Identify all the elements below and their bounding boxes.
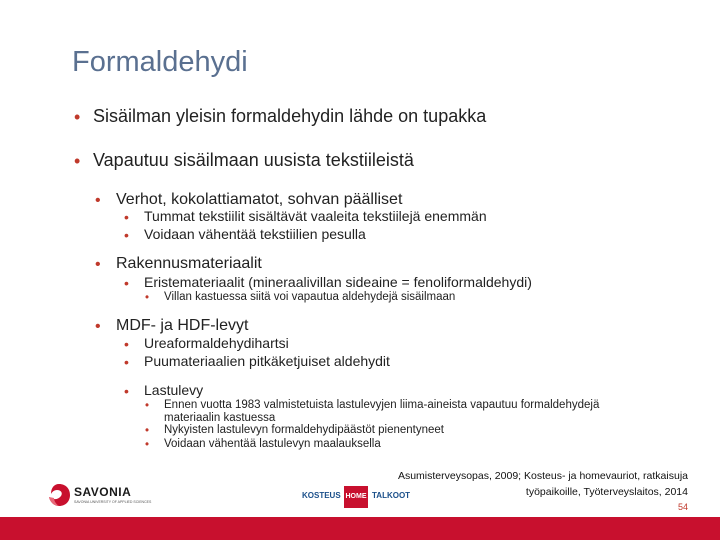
bullet-dot: • <box>95 318 101 335</box>
bullet-dot: • <box>145 292 150 304</box>
citation-line: Asumisterveysopas, 2009; Kosteus- ja homevauriot, ratkaisuja <box>397 470 688 482</box>
footer-bar <box>0 517 720 540</box>
bullet-text-continued: materiaalin kastuessa <box>164 412 276 424</box>
bullet-dot: • <box>95 256 101 273</box>
bullet-dot: • <box>124 275 129 291</box>
bullet-dot: • <box>74 107 81 127</box>
bullet-text: MDF- ja HDF-levyt <box>116 317 249 334</box>
bullet-dot: • <box>95 192 101 209</box>
bullet-dot: • <box>124 383 129 399</box>
bullet-dot: • <box>124 227 129 243</box>
slide-title: Formaldehydi <box>72 46 248 78</box>
savonia-subtext: SAVONIA UNIVERSITY OF APPLIED SCIENCES <box>74 500 152 504</box>
bullet-text: Voidaan vähentää lastulevyn maalauksella <box>164 438 381 450</box>
kosteus-logo-right: TALKOOT <box>372 491 411 500</box>
bullet-text: Verhot, kokolattiamatot, sohvan päälliset <box>116 191 403 208</box>
bullet-dot: • <box>124 209 129 225</box>
bullet-text: Tummat tekstiilit sisältävät vaaleita tekstiilejä enemmän <box>144 208 487 224</box>
bullet-text: Rakennusmateriaalit <box>116 255 262 272</box>
bullet-text: Ureaformaldehydihartsi <box>144 335 289 351</box>
bullet-dot: • <box>124 336 129 352</box>
bullet-dot: • <box>124 354 129 370</box>
bullet-text: Ennen vuotta 1983 valmistetuista lastulevyjen liima-aineista vapautuu formaldehydejä <box>164 399 600 411</box>
bullet-text: Nykyisten lastulevyn formaldehydipäästöt pienentyneet <box>164 424 444 436</box>
bullet-dot: • <box>74 151 81 171</box>
bullet-text: Villan kastuessa siitä voi vapautua aldehydejä sisäilmaan <box>164 291 456 303</box>
bullet-text: Voidaan vähentää tekstiilien pesulla <box>144 226 366 242</box>
bullet-text: Sisäilman yleisin formaldehydin lähde on tupakka <box>93 106 487 126</box>
bullet-text: Eristemateriaalit (mineraalivillan sideaine = fenoliformaldehydi) <box>144 274 532 290</box>
page-number: 54 <box>677 502 688 512</box>
bullet-dot: • <box>145 439 150 451</box>
savonia-wordmark: SAVONIA <box>74 485 132 499</box>
citation <box>398 468 688 500</box>
savonia-logo <box>46 478 176 518</box>
citation-line: työpaikoille, Työterveyslaitos, 2014 <box>525 486 688 498</box>
kosteus-hometalkoot-logo <box>302 485 411 511</box>
bullet-text: Puumateriaalien pitkäketjuiset aldehydit <box>144 353 390 369</box>
bullet-dot: • <box>145 425 150 437</box>
bullet-dot: • <box>145 400 150 412</box>
bullet-text: Lastulevy <box>144 382 204 398</box>
kosteus-logo-mid: HOME <box>344 486 368 508</box>
savonia-logo-icon <box>46 482 72 508</box>
bullet-text: Vapautuu sisäilmaan uusista tekstiileistä <box>93 150 414 170</box>
kosteus-logo-left: KOSTEUS <box>302 491 341 500</box>
